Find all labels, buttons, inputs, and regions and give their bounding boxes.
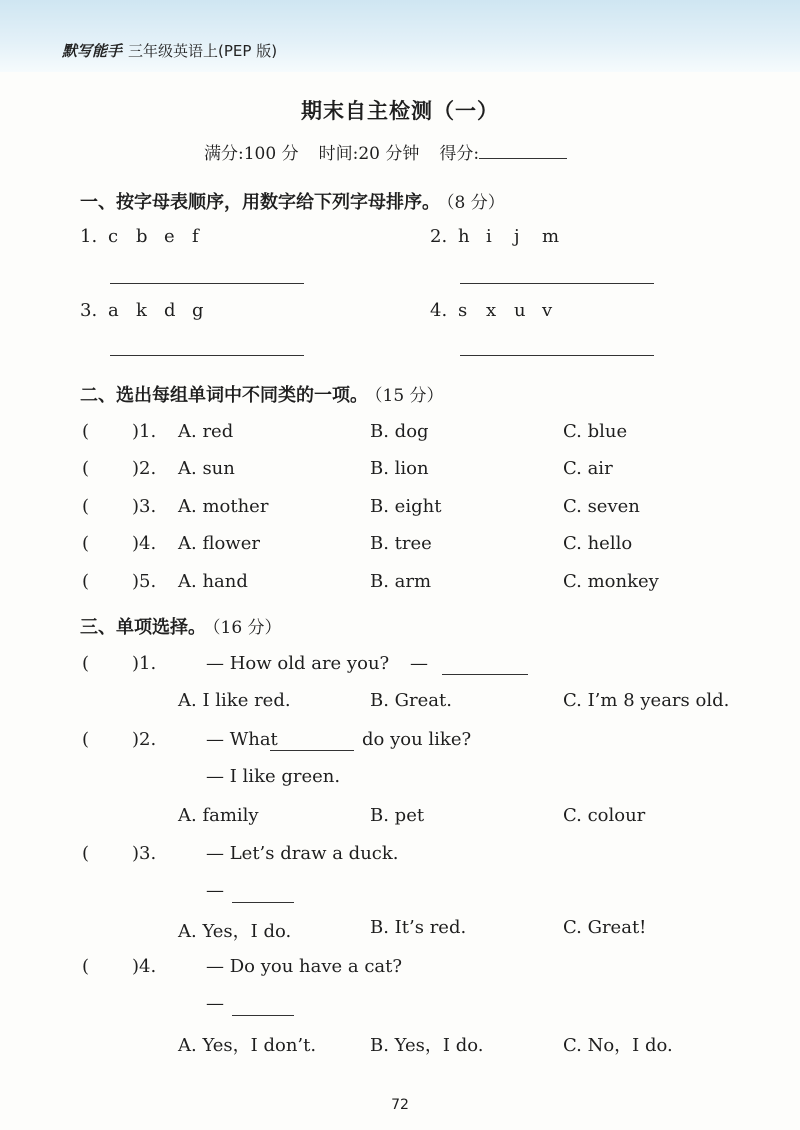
response-dash: — xyxy=(206,993,224,1014)
question-number: )3. xyxy=(132,496,157,517)
answer-paren[interactable]: ( xyxy=(82,421,90,442)
answer-line-3[interactable] xyxy=(110,355,304,356)
question-text: — How old are you? xyxy=(206,653,390,674)
item-number: 3. xyxy=(80,300,98,321)
option-b: B. eight xyxy=(370,496,442,517)
time-limit: 时间:20 分钟 xyxy=(318,144,420,164)
page-number: 72 xyxy=(391,1097,409,1113)
section3-points: （16 分） xyxy=(212,618,282,638)
option-a: A. family xyxy=(178,805,259,826)
letter: s xyxy=(458,300,468,321)
option-c: C. colour xyxy=(563,805,646,826)
option-c: C. air xyxy=(563,458,613,479)
letter: k xyxy=(136,300,147,321)
response-blank[interactable] xyxy=(232,902,294,903)
letter: j xyxy=(514,226,520,247)
answer-paren[interactable]: ( xyxy=(82,653,90,674)
response-blank[interactable] xyxy=(232,1015,294,1016)
question-number: )1. xyxy=(132,421,157,442)
option-a: A. mother xyxy=(178,496,269,517)
question-number: )5. xyxy=(132,571,157,592)
section1-points: （8 分） xyxy=(446,193,505,213)
letter: a xyxy=(108,300,119,321)
answer-paren[interactable]: ( xyxy=(82,533,90,554)
page-title: 期末自主检测（一） xyxy=(301,99,499,123)
letter-item-3 xyxy=(80,300,220,321)
option-a: A. sun xyxy=(178,458,235,479)
item-number: 4. xyxy=(430,300,448,321)
letter: h xyxy=(458,226,470,247)
section2-heading: 二、选出每组单词中不同类的一项。 xyxy=(80,385,368,406)
question-text: — Let’s draw a duck. xyxy=(206,843,399,864)
brand-name: 默写能手 xyxy=(62,42,123,60)
letter: i xyxy=(486,226,492,247)
question-number: )4. xyxy=(132,956,157,977)
response-dash: — xyxy=(410,653,428,674)
option-c: C. monkey xyxy=(563,571,659,592)
option-c: C. hello xyxy=(563,533,633,554)
option-b: B. dog xyxy=(370,421,429,442)
option-a: A. Yes，I do. xyxy=(178,921,292,942)
option-b: B. Great. xyxy=(370,690,452,711)
answer-line-2[interactable] xyxy=(460,283,654,284)
letter: c xyxy=(108,226,119,247)
question-number: )2. xyxy=(132,458,157,479)
section1-title xyxy=(80,188,505,214)
answer-paren[interactable]: ( xyxy=(82,843,90,864)
letter: g xyxy=(192,300,204,321)
answer-line-4[interactable] xyxy=(460,355,654,356)
question-number: )4. xyxy=(132,533,157,554)
option-b: B. It’s red. xyxy=(370,917,467,938)
letter: b xyxy=(136,226,148,247)
response-text: — I like green. xyxy=(206,766,341,787)
option-c: C. blue xyxy=(563,421,628,442)
answer-paren[interactable]: ( xyxy=(82,571,90,592)
full-score: 满分:100 分 xyxy=(204,144,299,164)
option-c: C. I’m 8 years old. xyxy=(563,690,730,711)
section2-title xyxy=(80,381,444,407)
option-c: C. No，I do. xyxy=(563,1035,673,1056)
question-text: — Do you have a cat? xyxy=(206,956,403,977)
item-number: 2. xyxy=(430,226,448,247)
section2-points: （15 分） xyxy=(374,386,444,406)
answer-paren[interactable]: ( xyxy=(82,956,90,977)
option-b: B. pet xyxy=(370,805,425,826)
letter: m xyxy=(542,226,560,247)
book-subtitle: 三年级英语上(PEP 版) xyxy=(128,42,278,60)
option-b: B. lion xyxy=(370,458,429,479)
option-c: C. seven xyxy=(563,496,640,517)
exam-meta xyxy=(204,139,587,164)
section3-title xyxy=(80,613,282,639)
option-a: A. I like red. xyxy=(178,690,291,711)
letter: u xyxy=(514,300,526,321)
response-dash: — xyxy=(206,880,224,901)
letter: f xyxy=(192,226,199,247)
score-label: 得分: xyxy=(439,144,480,164)
option-c: C. Great! xyxy=(563,917,647,938)
question-number: )2. xyxy=(132,729,157,750)
letter: e xyxy=(164,226,175,247)
option-a: A. hand xyxy=(178,571,248,592)
question-number: )3. xyxy=(132,843,157,864)
answer-line-1[interactable] xyxy=(110,283,304,284)
book-header xyxy=(62,40,277,61)
option-b: B. Yes，I do. xyxy=(370,1035,484,1056)
question-text: — What xyxy=(206,729,278,750)
answer-paren[interactable]: ( xyxy=(82,496,90,517)
section1-heading: 一、按字母表顺序，用数字给下列字母排序。 xyxy=(80,192,440,213)
item-number: 1. xyxy=(80,226,98,247)
option-b: B. tree xyxy=(370,533,432,554)
letter: x xyxy=(486,300,497,321)
letter: v xyxy=(542,300,553,321)
letter: d xyxy=(164,300,176,321)
answer-paren[interactable]: ( xyxy=(82,458,90,479)
option-a: A. Yes，I don’t. xyxy=(178,1035,317,1056)
option-a: A. flower xyxy=(178,533,260,554)
letter-item-4 xyxy=(430,300,570,321)
response-blank[interactable] xyxy=(442,674,528,675)
option-b: B. arm xyxy=(370,571,432,592)
letter-item-2 xyxy=(430,226,570,247)
option-a: A. red xyxy=(178,421,234,442)
letter-item-1 xyxy=(80,226,220,247)
answer-paren[interactable]: ( xyxy=(82,729,90,750)
question-number: )1. xyxy=(132,653,157,674)
score-blank[interactable] xyxy=(479,144,567,159)
header-band xyxy=(0,0,800,72)
section3-heading: 三、单项选择。 xyxy=(80,617,206,638)
fill-in-blank[interactable] xyxy=(270,750,354,751)
question-text-end: do you like? xyxy=(362,729,472,750)
